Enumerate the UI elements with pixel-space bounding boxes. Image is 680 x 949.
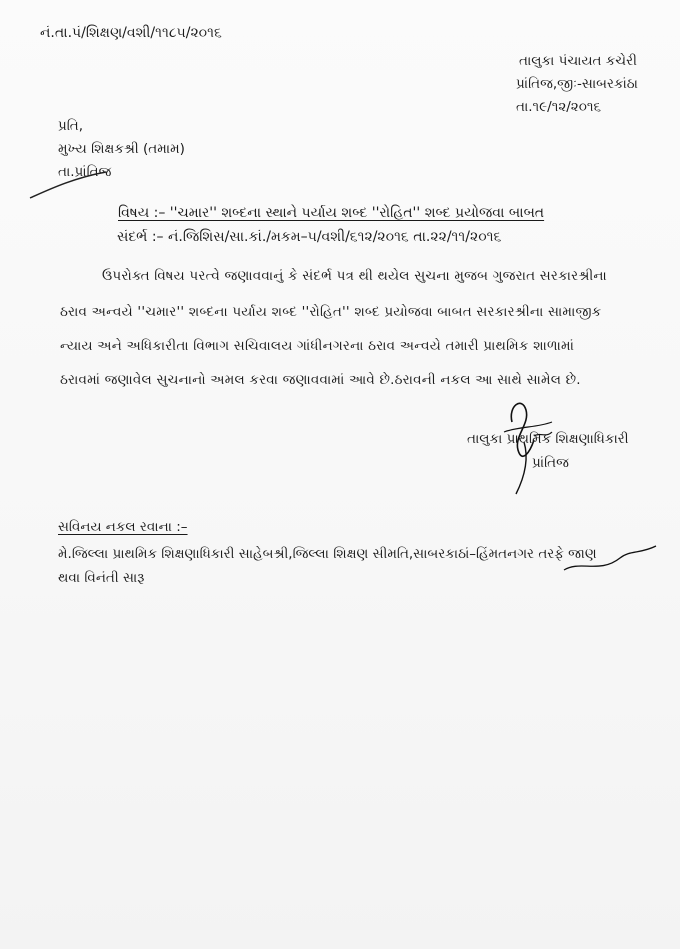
letter-date: તા.૧૯/૧૨/૨૦૧૬ (516, 99, 602, 115)
signatory-title: તાલુકા પ્રાથમિક શિક્ષણાધિકારી (467, 431, 629, 447)
pen-stroke-mark (28, 170, 108, 200)
copy-to-heading: સવિનય નકલ રવાના :– (58, 519, 188, 535)
copy-to-line: થવા વિનંતી સારૂ (58, 570, 145, 586)
recipient-name: મુખ્ય શિક્ષકશ્રી (તમામ) (58, 141, 185, 157)
office-district: પ્રાંતિજ,જીઃ-સાબરકાંઠા (516, 76, 638, 92)
reference-number: નં.તા.પં/શિક્ષણ/વશી/૧૧૮૫/૨૦૧૬ (40, 25, 222, 41)
copy-to-line: મે.જિલ્લા પ્રાથમિક શિક્ષણાધિકારી સાહેબશ્રી,જિલ્લા શિક્ષણ સીમતિ,સાબરકાઠાં–હિંમતનગર તરફે જાણ (58, 546, 597, 562)
pen-scribble-mark (560, 540, 660, 580)
recipient-place: તા.પ્રાંતિજ (58, 164, 112, 180)
recipient-label: પ્રતિ, (58, 118, 84, 134)
body-paragraph-line: ઠરાવ અન્વયે ''ચમાર'' શબ્દના પર્યાય શબ્દ ''રોહિત'' શબ્દ પ્રયોજવા બાબત સરકારશ્રીના સામાજીક (60, 304, 602, 320)
office-name: તાલુકા પંચાયત કચેરી (519, 53, 637, 69)
body-paragraph-line: ન્યાય અને અધિકારીતા વિભાગ સચિવાલય ગાંધીનગરના ઠરાવ અન્વયે તમારી પ્રાથમિક શાળામાં (60, 338, 575, 354)
signatory-place: પ્રાંતિજ (532, 455, 569, 471)
letter-subject: વિષય :– ''ચમાર'' શબ્દના સ્થાને પર્યાય શબ્દ ''રોહિત'' શબ્દ પ્રયોજવા બાબત (118, 205, 545, 221)
body-paragraph-line: ઉપરોક્ત વિષય પરત્વે જણાવવાનું કે સંદર્ભ પત્ર થી થયેલ સુચના મુજબ ગુજરાત સરકારશ્રીના (102, 268, 607, 284)
letter-reference: સંદર્ભ :– નં.જિશિસ/સા.કાં./મકમ–૫/વશી/૬૧૨/૨૦૧૬ તા.૨૨/૧૧/૨૦૧૬ (117, 229, 502, 245)
body-paragraph-line: ઠરાવમાં જણાવેલ સુચનાનો અમલ કરવા જણાવવામાં આવે છે.ઠરાવની નકલ આ સાથે સામેલ છે. (60, 372, 581, 388)
